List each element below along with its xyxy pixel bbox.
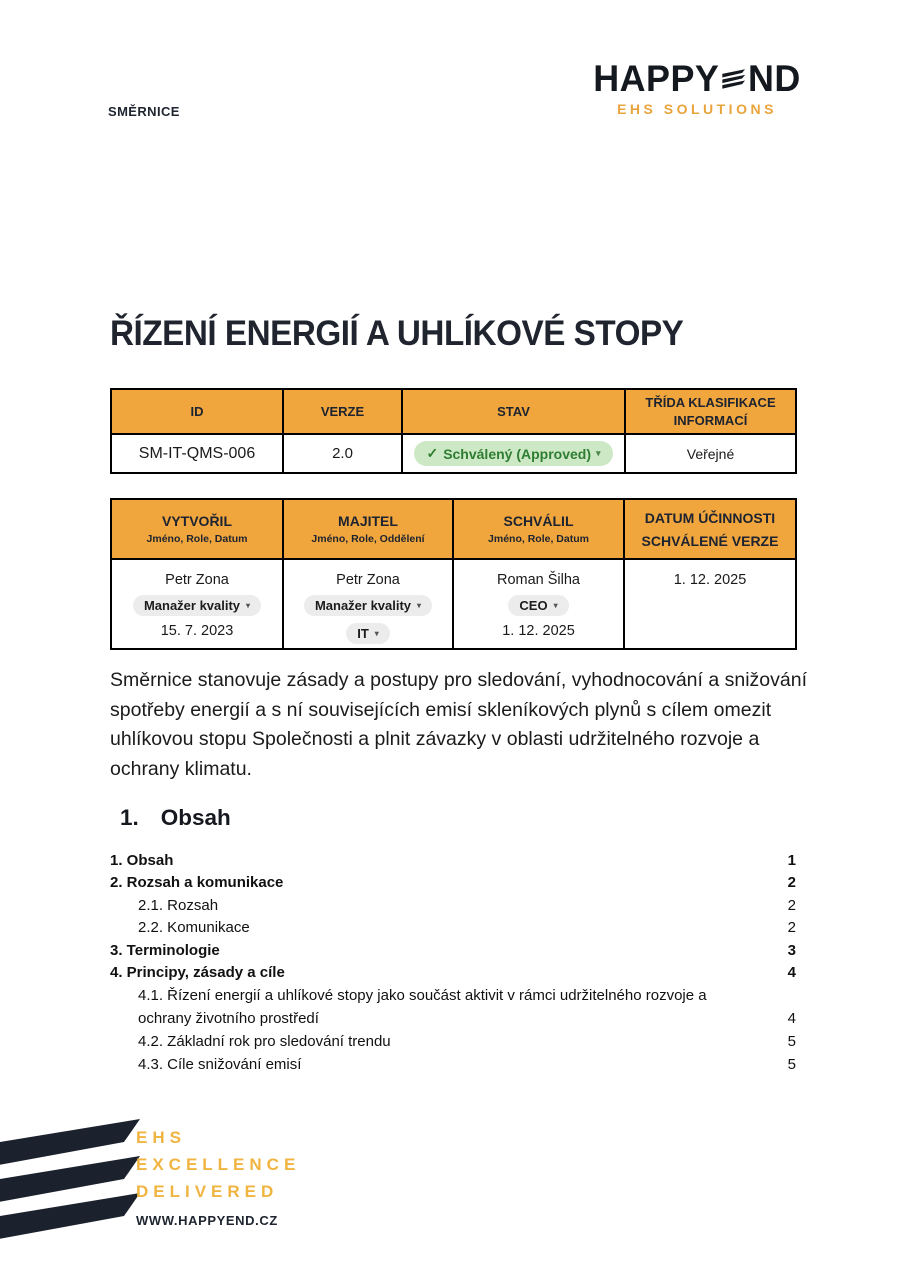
happyend-e-stripes-icon [722, 61, 745, 97]
doc-type-label: SMĚRNICE [108, 104, 180, 119]
chevron-down-icon: ▾ [596, 448, 601, 458]
toc-entry-label: 1. Obsah [110, 852, 174, 869]
toc-entry-page: 2 [787, 896, 796, 914]
created-role-label: Manažer kvality [143, 598, 241, 613]
created-name: Petr Zona [165, 572, 229, 588]
happyend-wordmark [593, 58, 801, 100]
happyend-logo [590, 58, 804, 117]
chevron-down-icon: ▾ [246, 601, 251, 610]
meta-header-version: VERZE [283, 389, 402, 434]
logo-tagline: EHS SOLUTIONS [617, 101, 777, 117]
owner-cell [283, 559, 453, 649]
footer-website-link[interactable]: WWW.HAPPYEND.CZ [136, 1213, 278, 1228]
approved-role-dropdown[interactable] [508, 595, 568, 616]
owner-role-dropdown[interactable] [304, 595, 432, 616]
toc-entry-label: 2.2. Komunikace [138, 919, 250, 937]
approved-role-label: CEO [519, 598, 548, 613]
toc-entry-rozsah[interactable] [110, 895, 796, 917]
summary-paragraph: Směrnice stanovuje zásady a postupy pro sledování, vyhodnocování a snižování spotřeby energií a s ní souvisejících emisí skleníkových plynů s cílem omezit uhlíkovou stopu Společnosti a plnit závazky v oblasti udržitelného rozvoje a ochrany klimatu. [110, 669, 808, 780]
header-owner-title: MAJITEL [338, 513, 398, 529]
created-role-dropdown[interactable] [133, 595, 261, 616]
toc-heading-label: Obsah [160, 805, 231, 830]
footer-tagline-line3: DELIVERED [136, 1182, 279, 1201]
toc-entry-rizeni-energii[interactable] [110, 985, 796, 1030]
approval-table [110, 498, 797, 650]
header-owner-sub: Jméno, Role, Oddělení [311, 533, 425, 545]
toc-entry-principy[interactable] [110, 962, 796, 984]
header-effective-line2: SCHVÁLENÉ VERZE [641, 532, 779, 549]
status-dropdown[interactable] [414, 441, 612, 466]
happyend-stripes-mark-icon [0, 1112, 140, 1254]
chevron-down-icon: ▾ [553, 601, 558, 610]
wordmark-left: HAPPY [593, 58, 720, 99]
approved-cell [453, 559, 624, 649]
toc-entry-label: 4. Principy, zásady a cíle [110, 964, 285, 982]
footer-tagline-line1: EHS [136, 1128, 186, 1147]
header-owner [283, 499, 453, 559]
toc-entry-page: 4 [787, 1009, 796, 1027]
toc-entry-label: 4.2. Základní rok pro sledování trendu [138, 1033, 391, 1051]
wordmark-right: ND [747, 58, 801, 99]
toc-entry-cile-snizovani[interactable] [110, 1054, 796, 1076]
toc-entry-terminologie[interactable] [110, 940, 796, 962]
effective-date: 1. 12. 2025 [673, 572, 747, 588]
classification-value: Veřejné [625, 434, 796, 473]
status-cell [402, 434, 625, 473]
header-approved [453, 499, 624, 559]
toc-heading-number: 1. [120, 805, 139, 830]
table-row [111, 434, 796, 473]
owner-dept-label: IT [357, 626, 369, 641]
toc-entry-page: 2 [787, 919, 796, 937]
chevron-down-icon: ▾ [417, 601, 422, 610]
effective-date-cell [624, 559, 796, 649]
toc-entry-komunikace[interactable] [110, 917, 796, 939]
toc-entry-label: 2.1. Rozsah [138, 896, 219, 914]
toc-entry-label: 4.3. Cíle snižování emisí [138, 1055, 302, 1073]
table-of-contents [110, 850, 796, 1076]
check-icon: ✓ [426, 445, 439, 461]
toc-entry-label: 2. Rozsah a komunikace [110, 874, 284, 892]
header-effective-date [624, 499, 796, 559]
toc-entry-page: 5 [787, 1055, 796, 1073]
approved-date: 1. 12. 2025 [502, 623, 575, 639]
header-created-title: VYTVOŘIL [161, 513, 232, 529]
document-id: SM-IT-QMS-006 [111, 434, 283, 473]
chevron-down-icon: ▾ [374, 629, 379, 638]
header-approved-sub: Jméno, Role, Datum [488, 533, 589, 545]
toc-heading [120, 805, 231, 831]
header-effective-line1: DATUM ÚČINNOSTI [644, 509, 776, 526]
toc-entry-rozsah-a-komunikace[interactable] [110, 872, 796, 894]
toc-entry-page: 4 [787, 964, 796, 982]
meta-header-classification: TŘÍDA KLASIFIKACE INFORMACÍ [625, 389, 796, 434]
toc-entry-obsah[interactable] [110, 850, 796, 872]
header-approved-title: SCHVÁLIL [503, 513, 574, 529]
toc-entry-page: 2 [787, 874, 796, 892]
footer-tagline-block [136, 1124, 300, 1228]
footer-tagline-line2: EXCELLENCE [136, 1155, 301, 1174]
status-label: Schválený (Approved) [443, 445, 592, 462]
owner-role-label: Manažer kvality [314, 598, 412, 613]
meta-header-id: ID [111, 389, 283, 434]
table-row [111, 559, 796, 649]
document-meta-table [110, 388, 797, 474]
toc-entry-page: 5 [787, 1033, 796, 1051]
page-title: ŘÍZENÍ ENERGIÍ A UHLÍKOVÉ STOPY [110, 314, 684, 353]
toc-entry-zakladni-rok[interactable] [110, 1031, 796, 1053]
meta-header-status: STAV [402, 389, 625, 434]
document-version: 2.0 [283, 434, 402, 473]
created-date: 15. 7. 2023 [160, 623, 234, 639]
approved-name: Roman Šilha [496, 572, 580, 588]
toc-entry-label: 4.1. Řízení energií a uhlíkové stopy jako součást aktivit v rámci udržitelného rozvoje a ochrany životního prostředí [138, 987, 707, 1027]
toc-entry-page: 3 [787, 941, 796, 959]
created-cell [111, 559, 283, 649]
header-created [111, 499, 283, 559]
owner-name: Petr Zona [336, 572, 400, 588]
owner-dept-dropdown[interactable] [346, 623, 390, 644]
toc-entry-page: 1 [787, 852, 796, 869]
header-created-sub: Jméno, Role, Datum [146, 533, 248, 545]
toc-entry-label: 3. Terminologie [110, 941, 220, 959]
